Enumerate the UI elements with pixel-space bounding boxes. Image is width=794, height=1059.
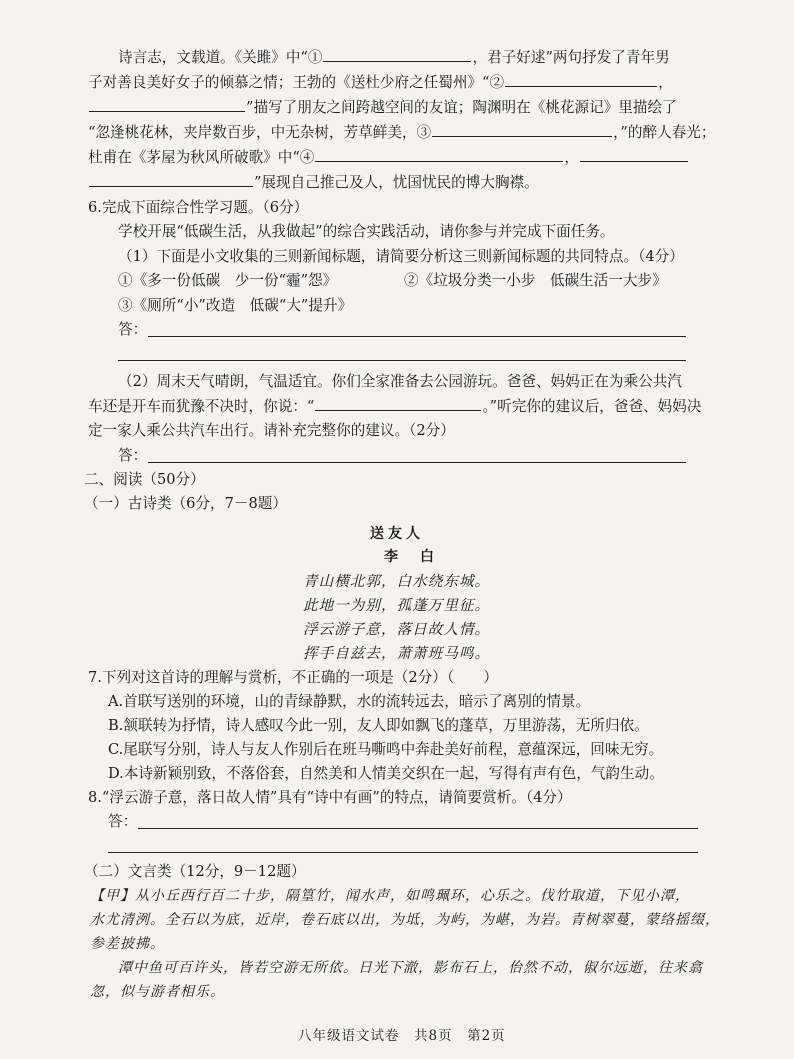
q7-option-a: A.首联写送别的环境，山的青绿静默，水的流转远去，暗示了离别的情景。 xyxy=(108,693,591,710)
suggestion-blank[interactable] xyxy=(315,396,481,411)
q5-line-6 xyxy=(88,172,539,193)
q6-sub2-line2 xyxy=(88,396,701,417)
q6-sub2-line1: （2）周末天气晴朗，气温适宜。你们全家准备去公园游玩。爸爸、妈妈正在为乘公共汽 xyxy=(118,373,682,390)
poem-line: 浮云游子意，落日故人情。 xyxy=(303,621,491,638)
fill-blank-1[interactable] xyxy=(323,47,471,62)
q6-sub1: （1）下面是小文收集的三则新闻标题，请简要分析这三则新闻标题的共同特点。（4分） xyxy=(118,248,684,265)
q5-line-4 xyxy=(88,122,715,143)
q5-text: “忽逢桃花林，夹岸数百步，中无杂树，芳草鲜美，③ xyxy=(88,124,432,141)
q6-title: 6.完成下面综合性学习题。（6分） xyxy=(88,199,309,216)
fill-blank-3[interactable] xyxy=(432,122,612,137)
q7-option-b: B.颔联转为抒情，诗人感叹今此一别，友人即如飘飞的蓬草，万里游荡，无所归依。 xyxy=(108,717,649,734)
q6-text: 车还是开车而犹豫不决时，你说：“ xyxy=(88,398,315,415)
passage-line: 潭中鱼可百许头，皆若空游无所依。日光下澈，影布石上，佁然不动，俶尔远逝，往来翕 xyxy=(118,960,703,976)
headline-3: ③《厕所“小”改造 低碳“大”提升》 xyxy=(118,297,353,314)
q6-text: 。”听完你的建议后，爸爸、妈妈决 xyxy=(482,398,702,415)
q5-text: ， xyxy=(658,74,673,91)
poem-author: 李 白 xyxy=(384,549,438,565)
passage-line: 忽，似与游者相乐。 xyxy=(90,984,225,1000)
q5-line-5 xyxy=(88,147,689,168)
poem-line: 挥手自兹去，萧萧班马鸣。 xyxy=(303,645,491,662)
q5-line-3 xyxy=(88,97,677,118)
fill-blank-2b[interactable] xyxy=(89,97,245,112)
part1-title: （一）古诗类（6分，7－8题） xyxy=(84,495,287,512)
headline-2: ②《垃圾分类一小步 低碳生活一大步》 xyxy=(404,272,667,289)
section-title: 二、阅读（50分） xyxy=(84,471,205,488)
answer-line[interactable] xyxy=(148,336,686,337)
q5-line-1 xyxy=(118,47,670,68)
q5-text: ，君子好逑”两句抒发了青年男 xyxy=(472,49,670,66)
q7-option-d: D.本诗新颖别致，不落俗套，自然美和人情美交织在一起，写得有声有色，气韵生动。 xyxy=(108,765,664,782)
fill-blank-4c[interactable] xyxy=(89,172,253,187)
q5-text: 子对善良美好女子的倾慕之情；王勃的《送杜少府之任蜀州》“② xyxy=(88,74,505,91)
q5-line-2 xyxy=(88,72,673,93)
passage-line: 参差披拂。 xyxy=(90,936,165,952)
fill-blank-4[interactable] xyxy=(315,147,563,162)
q5-text: ，”的醉人春光； xyxy=(613,124,716,141)
passage-line: 【甲】从小丘西行百二十步，隔篁竹，闻水声，如鸣珮环，心乐之。伐竹取道，下见小潭， xyxy=(90,888,690,904)
q5-text: ， xyxy=(564,149,579,166)
poem-title: 送友人 xyxy=(370,526,424,542)
answer-label: 答： xyxy=(108,813,138,830)
part2-title: （二）文言类（12分，9－12题） xyxy=(84,863,306,880)
q5-text: 杜甫在《茅屋为秋风所破歌》中“④ xyxy=(88,149,315,166)
q5-text: ”描写了朋友之间跨越空间的友谊；陶渊明在《桃花源记》里描绘了 xyxy=(246,99,677,116)
fill-blank-2[interactable] xyxy=(505,72,657,87)
q5-text: ”展现自己推己及人，忧国忧民的博大胸襟。 xyxy=(254,174,539,191)
poem-line: 此地一为别，孤蓬万里征。 xyxy=(303,597,491,614)
q6-intro: 学校开展“低碳生活，从我做起”的综合实践活动，请你参与并完成下面任务。 xyxy=(118,223,615,240)
answer-label: 答： xyxy=(118,447,148,464)
passage-line: 水尤清洌。全石以为底，近岸，卷石底以出，为坻，为屿，为嵁，为岩。青树翠蔓，蒙络摇缀， xyxy=(90,912,720,928)
q6-sub2-line3: 定一家人乘公共汽车出行。请补充完整你的建议。（2分） xyxy=(88,422,455,439)
poem-line: 青山横北郭，白水绕东城。 xyxy=(303,573,491,590)
fill-blank-4b[interactable] xyxy=(580,147,688,162)
q7-option-c: C.尾联写分别，诗人与友人作别后在班马嘶鸣中奔赴美好前程，意蕴深远，回味无穷。 xyxy=(108,741,664,758)
headline-1: ①《多一份低碳 少一份“霾”怨》 xyxy=(118,272,338,289)
answer-label: 答： xyxy=(118,321,148,338)
answer-line[interactable] xyxy=(118,360,686,361)
page-footer: 八年级语文试卷 共8页 第2页 xyxy=(298,1028,506,1044)
answer-line[interactable] xyxy=(148,462,686,463)
answer-line[interactable] xyxy=(108,852,698,853)
q5-text: 诗言志，文载道。《关雎》中“① xyxy=(118,49,323,66)
q8-stem: 8.“浮云游子意，落日故人情”具有“诗中有画”的特点，请简要赏析。（4分） xyxy=(88,789,572,806)
answer-line[interactable] xyxy=(138,828,698,829)
q7-stem: 7.下列对这首诗的理解与赏析，不正确的一项是（2分）（ ） xyxy=(88,669,498,686)
